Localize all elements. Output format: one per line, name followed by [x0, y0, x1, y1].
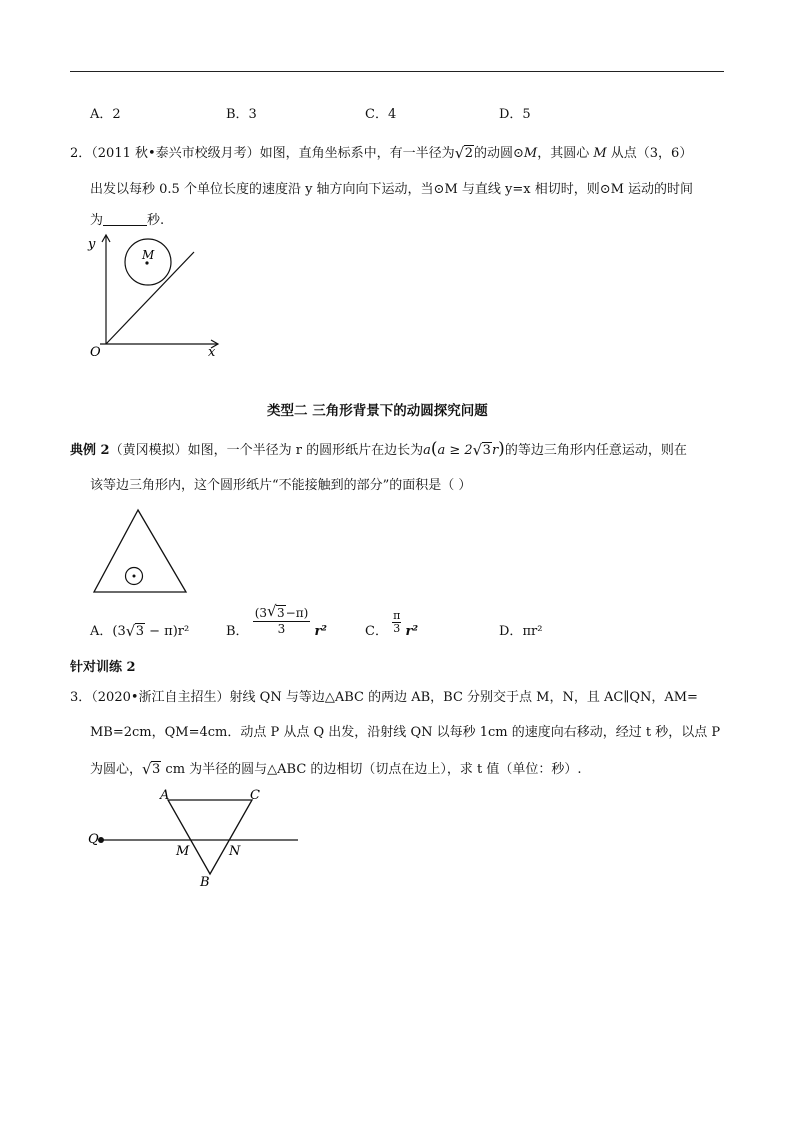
label-b: B	[200, 875, 210, 890]
ex2-text-b: 的等边三角形内任意运动，则在	[504, 443, 687, 458]
ex2-label: 典例 2	[70, 443, 110, 458]
label-o: O	[90, 345, 101, 358]
ex2-cond-b: a ≥ 2	[437, 443, 473, 458]
paper-circle-center	[133, 575, 136, 578]
ex2-source: （黄冈模拟）	[109, 443, 188, 458]
option-c-label: C．	[365, 624, 388, 639]
ex2-cond-a: a	[423, 443, 431, 458]
answer-blank[interactable]	[103, 213, 147, 226]
label-m: M	[176, 844, 190, 859]
ex2-line2: 该等边三角形内，这个圆形纸片“不能接触到的部分”的面积是（ ）	[90, 478, 472, 493]
figure-coordinate-circle	[84, 232, 234, 358]
ex2-option-d	[499, 620, 542, 639]
q2-text-c: ，其圆心	[537, 146, 594, 161]
label-q: Q	[88, 832, 99, 847]
training-label: 针对训练 2	[70, 660, 136, 675]
option-c-fraction: $\frac{\pi}{3}$	[393, 609, 401, 635]
option-c-tail: r²	[405, 624, 419, 639]
section-title: 类型二 三角形背景下的动圆探究问题	[267, 403, 488, 419]
label-m: M	[142, 248, 155, 262]
option-a-pre: (3	[112, 624, 126, 639]
q1-option-a: A．2	[90, 107, 121, 122]
option-a-label: A．	[90, 624, 113, 639]
equilateral-triangle	[94, 510, 186, 592]
ex2-text-a: 如图，一个半径为 r 的圆形纸片在边长为	[187, 443, 424, 458]
label-c: C	[250, 788, 260, 803]
option-a-post: − π)r²	[145, 624, 190, 639]
q1-option-d: D．5	[499, 107, 531, 122]
q2-line2: 出发以每秒 0.5 个单位长度的速度沿 y 轴方向向下运动，当⊙M 与直线 y=x 相切时，则⊙M 运动的时间	[90, 182, 694, 197]
label-a: A	[160, 788, 170, 803]
q2-text-wei: 为	[90, 213, 104, 228]
q3-line2: MB=2cm，QM=4cm．动点 P 从点 Q 出发，沿射线 QN 以每秒 1cm 的速度向右移动，经过 t 秒，以点 P	[90, 725, 721, 740]
q1-option-c: C．4	[365, 107, 397, 122]
line-y-equals-x	[106, 252, 194, 344]
ex2-option-a	[90, 620, 189, 639]
q2-m: M	[593, 146, 607, 161]
q2-text-seconds: 秒.	[147, 213, 165, 228]
q3-number: 3．	[70, 690, 92, 705]
label-x: x	[208, 345, 216, 358]
label-y: y	[88, 237, 96, 252]
q2-text-a: 如图，直角坐标系中，有一半径为	[259, 146, 455, 161]
q3-text-b: cm 为半径的圆与△ABC 的边相切（切点在边上），求 t 值（单位：秒）.	[161, 762, 582, 777]
option-d-expr: πr²	[522, 624, 543, 639]
q3-text-1: （2020•浙江自主招生）射线 QN 与等边△ABC 的两边 AB，BC 分别交于点 M，N，且 AC∥QN，AM=	[91, 690, 698, 705]
q1-option-b: B．3	[226, 107, 257, 122]
option-b-label: B．	[226, 624, 249, 639]
triangle-abc	[168, 800, 252, 874]
label-n: N	[229, 844, 241, 859]
option-b-tail: r²	[314, 624, 327, 639]
q3-line3	[90, 758, 582, 777]
figure-ray-triangle	[84, 784, 304, 892]
q3-text-a: 为圆心，	[90, 762, 143, 777]
ex2-option-b	[226, 606, 327, 637]
q3-line1	[70, 686, 698, 705]
ex2-cond-radical: √ 3	[473, 443, 492, 458]
q3-radical: √ 3	[142, 762, 161, 777]
option-d-label: D．	[499, 624, 523, 639]
point-q	[98, 837, 104, 843]
q2-line3	[90, 209, 164, 228]
q2-text-d: 从点（3，6）	[606, 146, 693, 161]
figure-triangle-circle	[90, 506, 192, 596]
option-b-fraction: $\frac{(3√ 3-\pi)}{3}$	[253, 606, 311, 637]
option-a-radical: √ 3	[126, 624, 145, 639]
q2-text-b: 的动圆	[473, 146, 513, 161]
q2-radical: √ 2	[455, 146, 474, 161]
header-rule	[70, 71, 724, 72]
ex2-option-c	[365, 609, 419, 639]
q2-line1	[70, 142, 692, 161]
q2-number: 2．	[70, 146, 92, 161]
ex2-line1: 典例 2（黄冈模拟）如图，一个半径为 r 的圆形纸片在边长为a(a ≥ 2√ 3r)的等边三角形内任意运动，则在	[70, 439, 687, 459]
q2-circle-m: ⊙M	[512, 146, 538, 161]
ex2-cond-r: r	[491, 443, 499, 458]
q2-source: （2011 秋•泰兴市校级月考）	[91, 146, 260, 161]
